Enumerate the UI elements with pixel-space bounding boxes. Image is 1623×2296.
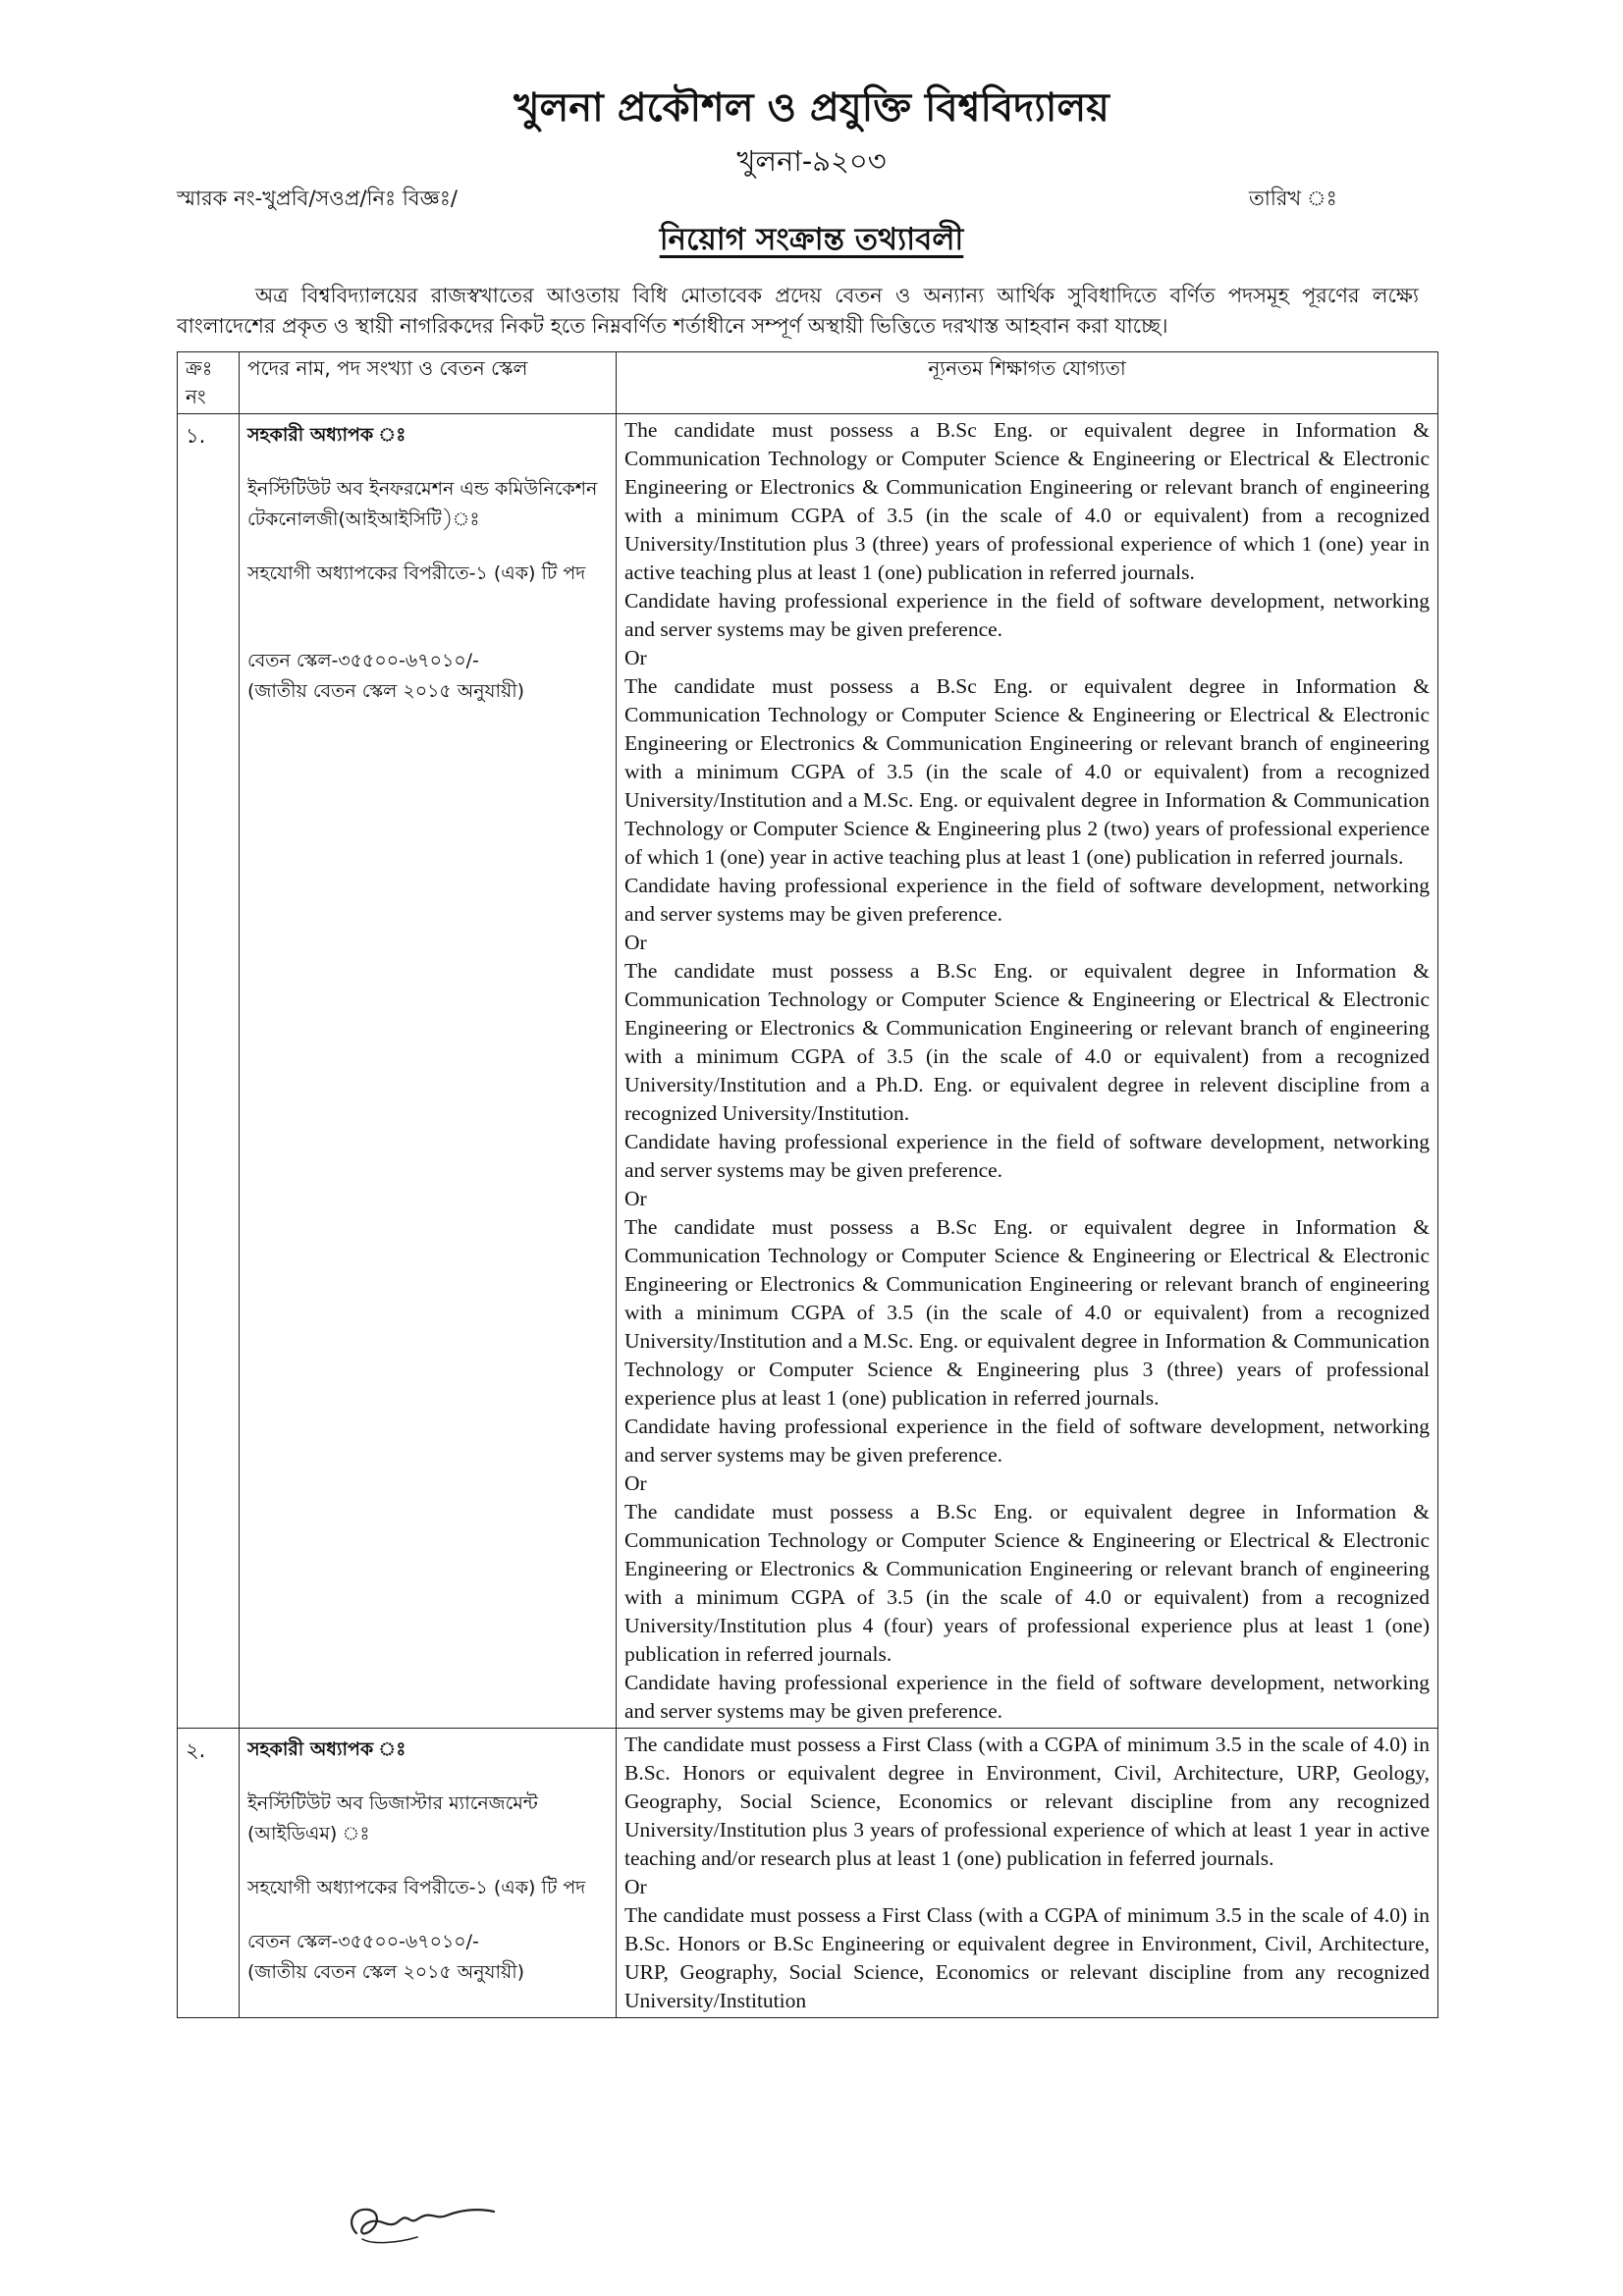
- header-post: পদের নাম, পদ সংখ্যা ও বেতন স্কেল: [240, 352, 617, 414]
- preference-text: Candidate having professional experience in the field of software development, networking and server systems may be given preference.: [624, 589, 1430, 641]
- header-qualification: ন্যূনতম শিক্ষাগত যোগ্যতা: [617, 352, 1438, 414]
- preference-text: Candidate having professional experience in the field of software development, networking and server systems may be given preference.: [624, 1130, 1430, 1182]
- table-row: [178, 414, 1438, 1729]
- or-separator: Or: [624, 931, 647, 954]
- qualification-text: The candidate must possess a B.Sc Eng. or equivalent degree in Information & Communication Technology or Computer Science & Engineering or Electrical & Electronic Engineering or Electronics & Communication Engineering or relevant branch of engineering with a minimum CGPA of 3.5 (in the scale of 4.0 or equivalent) from a recognized University/Institution plus 4 (four) years of professional experience plus at least 1 (one) publication in referred journals.: [624, 1500, 1430, 1666]
- header-serial: ক্রঃ নং: [178, 352, 240, 414]
- page-title: [0, 216, 1623, 267]
- memo-number: স্মারক নং-খুপ্রবি/সওপ্র/নিঃ বিজ্ঞঃ/: [177, 187, 458, 210]
- preference-text: Candidate having professional experience in the field of software development, networking and server systems may be given preference.: [624, 1671, 1430, 1723]
- qualification-text: The candidate must possess a B.Sc Eng. or equivalent degree in Information & Communication Technology or Computer Science & Engineering or Electrical & Electronic Engineering or Electronics & Communication Engineering or relevant branch of engineering with a minimum CGPA of 3.5 (in the scale of 4.0 or equivalent) from a recognized University/Institution and a M.Sc. Eng. or equivalent degree in Information & Communication Technology or Computer Science & Engineering plus 2 (two) years of professional experience of which 1 (one) year in active teaching plus at least 1 (one) publication in referred journals.: [624, 674, 1430, 869]
- row-serial: ১.: [178, 414, 240, 1729]
- pay-scale-note: (জাতীয় বেতন স্কেল ২০১৫ অনুযায়ী): [247, 1961, 525, 1983]
- post-cell: [240, 414, 617, 1729]
- qualification-text: The candidate must possess a B.Sc Eng. or equivalent degree in Information & Communication Technology or Computer Science & Engineering or Electrical & Electronic Engineering or Electronics & Communication Engineering or relevant branch of engineering with a minimum CGPA of 3.5 (in the scale of 4.0 or equivalent) from a recognized University/Institution plus 3 (three) years of professional experience of which 1 (one) year in active teaching plus at least 1 (one) publication in referred journals.: [624, 418, 1430, 584]
- or-separator: Or: [624, 646, 647, 669]
- qualification-text: The candidate must possess a First Class (with a CGPA of minimum 3.5 in the scale of 4.0) in B.Sc. Honors or B.Sc Engineering or equivalent degree in Environment, Civil, Architecture, URP, Geography, Social Science, Economics or relevant discipline from any recognized University/Institution: [624, 1903, 1430, 2012]
- qualification-text: The candidate must possess a B.Sc Eng. or equivalent degree in Information & Communication Technology or Computer Science & Engineering or Electrical & Electronic Engineering or Electronics & Communication Engineering or relevant branch of engineering with a minimum CGPA of 3.5 (in the scale of 4.0 or equivalent) from a recognized University/Institution and a Ph.D. Eng. or equivalent degree in relevent discipline from a recognized University/Institution.: [624, 959, 1430, 1125]
- or-separator: Or: [624, 1187, 647, 1210]
- qualification-text: The candidate must possess a First Class (with a CGPA of minimum 3.5 in the scale of 4.0) in B.Sc. Honors or equivalent degree in Environment, Civil, Architecture, URP, Geology, Geography, Social Science, Economics or relevant discipline from any recognized University/Institution plus 3 years of professional experience of which at least 1 year in active teaching and/or research plus at least 1 (one) publication in feferred journals.: [624, 1733, 1430, 1870]
- positions-table: [177, 351, 1438, 2018]
- post-institute: ইনস্টিটিউট অব ইনফরমেশন এন্ড কমিউনিকেশন টেকনোলজী(আইআইসিটি)ঃ: [247, 478, 598, 530]
- post-cell: [240, 1729, 617, 2018]
- post-vacancy: সহযোগী অধ্যাপকের বিপরীতে-১ (এক) টি পদ: [247, 562, 586, 584]
- pay-scale: বেতন স্কেল-৩৫৫০০-৬৭০১০/-: [247, 650, 479, 671]
- table-header-row: [178, 352, 1438, 414]
- qualification-cell: [617, 414, 1438, 1729]
- page-title-text: নিয়োগ সংক্রান্ত তথ্যাবলী: [659, 222, 964, 257]
- qualification-text: The candidate must possess a B.Sc Eng. or equivalent degree in Information & Communication Technology or Computer Science & Engineering or Electrical & Electronic Engineering or Electronics & Communication Engineering or relevant branch of engineering with a minimum CGPA of 3.5 (in the scale of 4.0 or equivalent) from a recognized University/Institution and a M.Sc. Eng. or equivalent degree in Information & Communication Technology or Computer Science & Engineering plus 3 (three) years of professional experience plus at least 1 (one) publication in referred journals.: [624, 1215, 1430, 1410]
- or-separator: Or: [624, 1875, 647, 1898]
- intro-paragraph: অত্র বিশ্ববিদ্যালয়ের রাজস্বখাতের আওতায় বিধি মোতাবেক প্রদেয় বেতন ও অন্যান্য আর্থিক সুবিধাদিতে বর্ণিত পদসমূহ পূরণের লক্ষ্যে বাংলাদেশের প্রকৃত ও স্থায়ী নাগরিকদের নিকট হতে নিম্নবর্ণিত শর্তাধীনে সম্পূর্ণ অস্থায়ী ভিত্তিতে দরখাস্ত আহবান করা যাচ্ছে।: [177, 284, 1419, 338]
- qualification-cell: [617, 1729, 1438, 2018]
- row-serial: ২.: [178, 1729, 240, 2018]
- pay-scale: বেতন স্কেল-৩৫৫০০-৬৭০১০/-: [247, 1931, 479, 1952]
- preference-text: Candidate having professional experience in the field of software development, networking and server systems may be given preference.: [624, 1415, 1430, 1467]
- date-label: তারিখ ঃ: [1249, 187, 1337, 210]
- post-institute: ইনস্টিটিউট অব ডিজাস্টার ম্যানেজমেন্ট (আইডিএম) ঃ: [247, 1792, 538, 1844]
- signature: [339, 2194, 506, 2253]
- university-name: খুলনা প্রকৌশল ও প্রযুক্তি বিশ্ববিদ্যালয়: [514, 85, 1109, 131]
- post-title: সহকারী অধ্যাপক ঃ: [247, 1738, 406, 1760]
- pay-scale-note: (জাতীয় বেতন স্কেল ২০১৫ অনুযায়ী): [247, 680, 525, 702]
- post-title: সহকারী অধ্যাপক ঃ: [247, 424, 406, 446]
- or-separator: Or: [624, 1471, 647, 1495]
- post-vacancy: সহযোগী অধ্যাপকের বিপরীতে-১ (এক) টি পদ: [247, 1877, 586, 1898]
- preference-text: Candidate having professional experience in the field of software development, networking and server systems may be given preference.: [624, 874, 1430, 926]
- university-city: খুলনা-৯২০৩: [736, 144, 887, 178]
- table-row: [178, 1729, 1438, 2018]
